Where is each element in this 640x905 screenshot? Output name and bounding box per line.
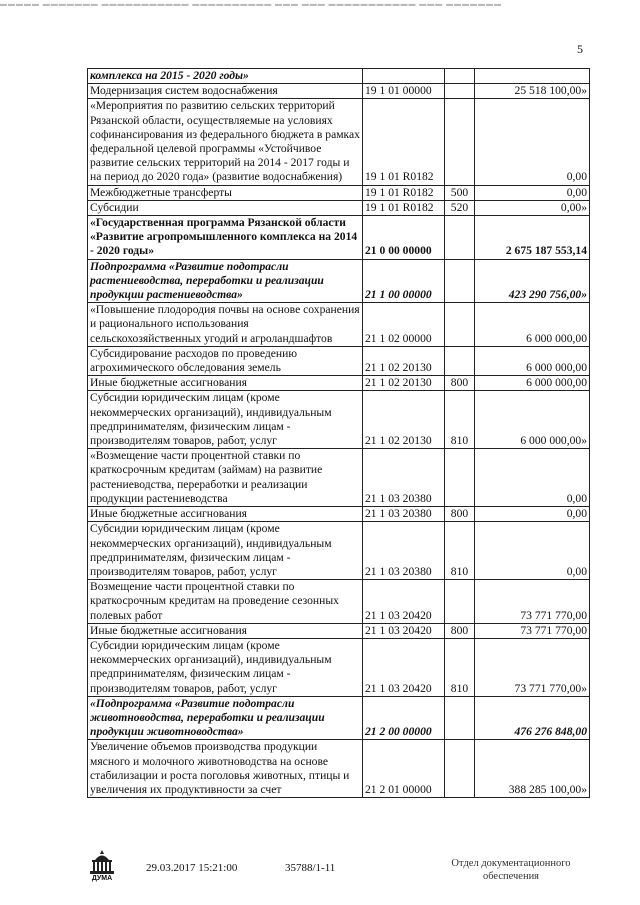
table-row (88, 696, 590, 740)
table-row-type (445, 259, 475, 303)
table-row-type: 500 (445, 185, 475, 200)
table-row-name: Субсидирование расходов по проведению агрохимического обследования земель (88, 346, 363, 375)
table-row-amount: 0,00» (475, 200, 590, 215)
table-row-code: 21 0 00 00000 (363, 216, 445, 260)
table-row-name: Субсидии юридическим лицам (кроме некоммерческих организаций), индивидуальным предпринимателям, физическим лицам - производителям товаров, работ, услуг (88, 638, 363, 696)
table-row-amount: 6 000 000,00 (475, 303, 590, 347)
budget-table-body (88, 69, 590, 798)
table-row-code: 21 1 02 20130 (363, 376, 445, 391)
table-row-amount: 423 290 756,00» (475, 259, 590, 303)
table-row-code: 21 1 02 00000 (363, 303, 445, 347)
table-row-amount (475, 69, 590, 84)
table-row-code: 21 2 00 00000 (363, 696, 445, 740)
table-row-amount: 388 285 100,00» (475, 740, 590, 798)
table-row-name: Возмещение части процентной ставки по краткосрочным кредитам на проведение сезонных полевых работ (88, 580, 363, 624)
table-row-amount: 0,00 (475, 507, 590, 522)
table-row-amount: 0,00 (475, 522, 590, 580)
table-row-name: «Возмещение части процентной ставки по краткосрочным кредитам (займам) на развитие растениеводства, переработки и реализации продукции растениеводства (88, 449, 363, 507)
table-row-amount: 25 518 100,00» (475, 84, 590, 99)
table-row-amount: 6 000 000,00» (475, 391, 590, 449)
logo-label: ДУМА (91, 875, 113, 882)
table-row-type (445, 449, 475, 507)
table-row-name: Межбюджетные трансферты (88, 185, 363, 200)
page-number: 5 (577, 42, 583, 56)
table-row (88, 259, 590, 303)
budget-table (87, 68, 590, 798)
table-row-code: 21 2 01 00000 (363, 740, 445, 798)
table-row (88, 623, 590, 638)
table-row-code: 21 1 03 20420 (363, 623, 445, 638)
table-row-code: 21 1 03 20380 (363, 507, 445, 522)
table-row (88, 376, 590, 391)
table-row-amount: 2 675 187 553,14 (475, 216, 590, 260)
table-row-name: Субсидии юридическим лицам (кроме некоммерческих организаций), индивидуальным предпринимателям, физическим лицам - производителям товаров, работ, услуг (88, 391, 363, 449)
table-row-code: 19 1 01 R0182 (363, 185, 445, 200)
scan-header-strip: ▬▬▬▬▬ ▬▬▬▬▬▬▬ ▬▬▬▬▬▬▬▬▬▬▬ ▬▬▬▬▬▬▬▬▬▬ ▬▬▬ ▬▬▬ ▬▬▬▬▬▬▬▬▬▬▬ ▬▬▬ ▬▬▬▬▬▬▬ (0, 0, 502, 8)
duma-building-icon (87, 848, 117, 876)
table-row-type (445, 346, 475, 375)
table-row-amount: 0,00 (475, 449, 590, 507)
table-row-type: 810 (445, 522, 475, 580)
table-row-code: 21 1 03 20420 (363, 580, 445, 624)
table-row (88, 507, 590, 522)
footer-doc-number: 35788/1-11 (285, 862, 336, 874)
table-row-type (445, 99, 475, 185)
table-row-amount: 476 276 848,00 (475, 696, 590, 740)
table-row-amount: 73 771 770,00» (475, 638, 590, 696)
table-row-name: Субсидии (88, 200, 363, 215)
table-row-type: 800 (445, 507, 475, 522)
footer-department: Отдел документационного обеспечения (451, 858, 571, 882)
table-row-code: 21 1 02 20130 (363, 391, 445, 449)
table-row-type (445, 216, 475, 260)
table-row (88, 638, 590, 696)
table-row-type (445, 696, 475, 740)
table-row-code: 21 1 00 00000 (363, 259, 445, 303)
table-row-type (445, 580, 475, 624)
table-row (88, 200, 590, 215)
table-row-code: 19 1 01 00000 (363, 84, 445, 99)
table-row-name: комплекса на 2015 - 2020 годы» (88, 69, 363, 84)
table-row-amount: 6 000 000,00 (475, 346, 590, 375)
table-row-name: Увеличение объемов производства продукции мясного и молочного животноводства на основе стабилизации и роста поголовья животных, птицы и увеличения их продуктивности за счет (88, 740, 363, 798)
table-row-name: Иные бюджетные ассигнования (88, 623, 363, 638)
table-row-code (363, 69, 445, 84)
table-row-amount: 0,00 (475, 185, 590, 200)
table-row (88, 185, 590, 200)
table-row-name: Подпрограмма «Развитие подотрасли растениеводства, переработки и реализации продукции растениеводства» (88, 259, 363, 303)
table-row (88, 580, 590, 624)
table-row-name: «Мероприятия по развитию сельских территорий Рязанской области, осуществляемые на условиях софинансирования из федерального бюджета в рамках федеральной целевой программы «Устойчивое развитие сельских территорий на 2014 - 2017 годы и на период до 2020 года» (развитие водоснабжения) (88, 99, 363, 185)
table-row (88, 303, 590, 347)
table-row-amount: 73 771 770,00 (475, 623, 590, 638)
table-row-name: Субсидии юридическим лицам (кроме некоммерческих организаций), индивидуальным предпринимателям, физическим лицам - производителям товаров, работ, услуг (88, 522, 363, 580)
duma-logo (87, 848, 117, 888)
table-row-code: 21 1 03 20380 (363, 449, 445, 507)
table-row (88, 346, 590, 375)
table-row (88, 391, 590, 449)
table-row-code: 21 1 02 20130 (363, 346, 445, 375)
table-row-amount: 0,00 (475, 99, 590, 185)
table-row-name: Иные бюджетные ассигнования (88, 507, 363, 522)
table-row (88, 216, 590, 260)
table-row-amount: 6 000 000,00 (475, 376, 590, 391)
table-row (88, 84, 590, 99)
table-row-type: 800 (445, 376, 475, 391)
table-row-type: 810 (445, 638, 475, 696)
table-row-amount: 73 771 770,00 (475, 580, 590, 624)
table-row (88, 69, 590, 84)
table-row-name: Иные бюджетные ассигнования (88, 376, 363, 391)
table-row-type: 800 (445, 623, 475, 638)
table-row-code: 21 1 03 20380 (363, 522, 445, 580)
table-row-name: «Подпрограмма «Развитие подотрасли животноводства, переработки и реализации продукции животноводства» (88, 696, 363, 740)
table-row-code: 19 1 01 R0182 (363, 99, 445, 185)
table-row-name: «Повышение плодородия почвы на основе сохранения и рационального использования сельскохозяйственных угодий и агроландшафтов (88, 303, 363, 347)
table-row-type (445, 69, 475, 84)
table-row-name: «Государственная программа Рязанской области «Развитие агропромышленного комплекса на 2014 - 2020 годы» (88, 216, 363, 260)
table-row-type (445, 303, 475, 347)
table-row (88, 449, 590, 507)
table-row (88, 522, 590, 580)
table-row-code: 21 1 03 20420 (363, 638, 445, 696)
footer-datetime: 29.03.2017 15:21:00 (146, 862, 238, 874)
table-row (88, 740, 590, 798)
table-row-type: 810 (445, 391, 475, 449)
table-row-name: Модернизация систем водоснабжения (88, 84, 363, 99)
table-row-code: 19 1 01 R0182 (363, 200, 445, 215)
table-row-type (445, 84, 475, 99)
table-row-type (445, 740, 475, 798)
table-row-type: 520 (445, 200, 475, 215)
table-row (88, 99, 590, 185)
